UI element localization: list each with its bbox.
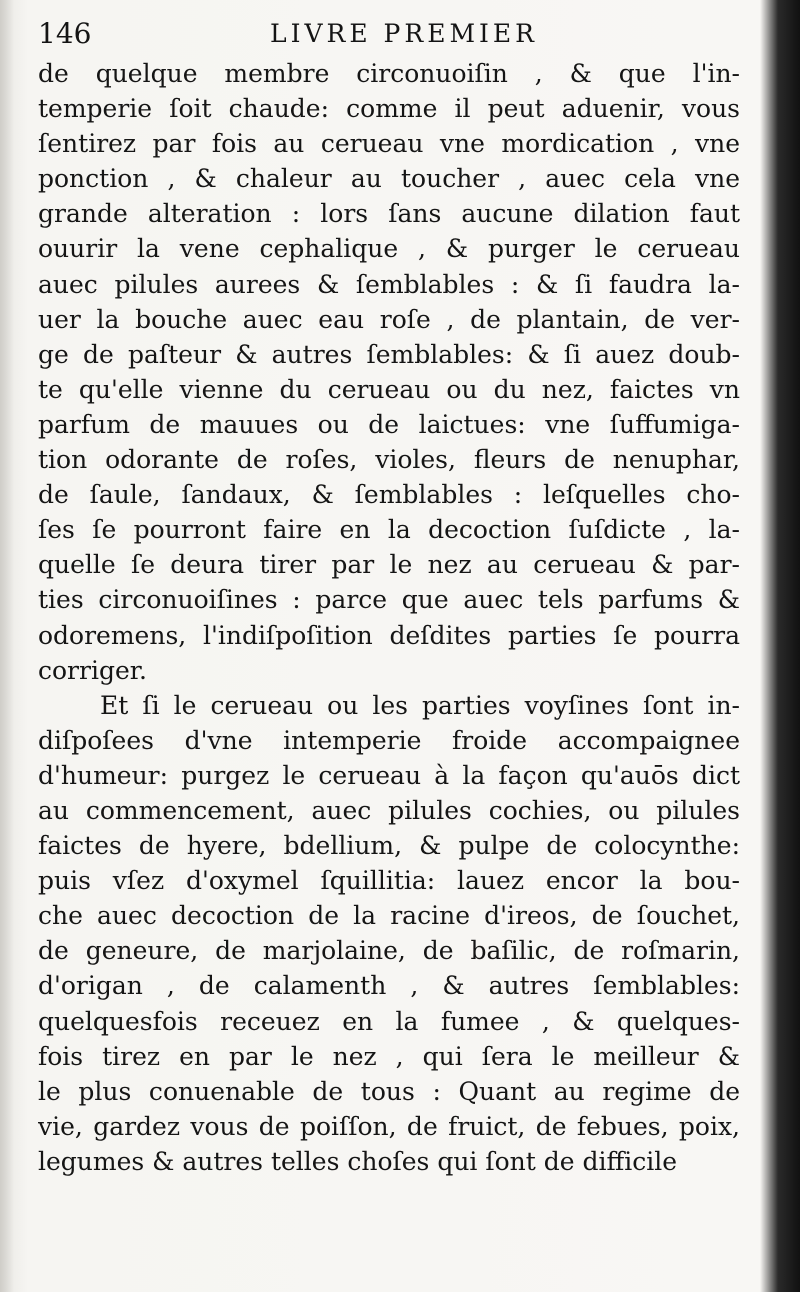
text-line: tion odorante de roſes, violes, fleurs de nenuphar,: [38, 445, 740, 475]
running-head: LIVRE PREMIER: [270, 19, 538, 48]
text-line: de quelque membre circonuoiſin , & que l'in-: [38, 59, 740, 88]
paragraph: [38, 56, 740, 688]
text-line: puis vſez d'oxymel ſquillitia: lauez encor la bou-: [38, 866, 740, 896]
text-line: uer la bouche auec eau roſe , de plantain, de ver-: [38, 304, 740, 334]
text-line: de ſaule, ſandaux, & ſemblables : leſquelles cho-: [38, 480, 740, 510]
text-line: odoremens, l'indiſpoſition deſdites parties ſe pourra: [38, 620, 740, 650]
text-line: vie, gardez vous de poiſſon, de fruict, de febues, poix,: [38, 1111, 740, 1141]
text-line: legumes & autres telles choſes qui ſont de difficile: [38, 1146, 678, 1176]
text-line: ſes ſe pourront faire en la decoction ſuſdicte , la-: [38, 515, 740, 545]
body-text: [38, 56, 740, 1179]
text-line: che auec decoction de la racine d'ireos, de ſouchet,: [38, 901, 740, 931]
text-line: d'origan , de calamenth , & autres ſemblables:: [38, 971, 740, 1001]
page-header: [38, 14, 738, 54]
text-line: ties circonuoiſines : parce que auec tels parfums &: [38, 585, 740, 615]
text-line: ſentirez par fois au cerueau vne mordication , vne: [38, 129, 740, 159]
text-line: faictes de hyere, bdellium, & pulpe de colocynthe:: [38, 831, 740, 861]
paragraph: [38, 688, 740, 1179]
text-line: temperie ſoit chaude: comme il peut aduenir, vous: [38, 94, 740, 124]
text-line: ouurir la vene cephalique , & purger le cerueau: [38, 234, 740, 264]
page-gutter-shadow: [0, 0, 14, 1292]
text-line: quelle ſe deura tirer par le nez au cerueau & par-: [38, 550, 740, 580]
text-line: d'humeur: purgez le cerueau à la façon qu'auōs dict: [38, 760, 740, 790]
text-line: corriger.: [38, 655, 147, 685]
text-line: auec pilules aurees & ſemblables : & ſi faudra la-: [38, 269, 740, 299]
text-line: quelquesfois receuez en la fumee , & quelques-: [38, 1006, 740, 1036]
text-line: ponction , & chaleur au toucher , auec cela vne: [38, 164, 740, 194]
text-line: ge de paſteur & autres ſemblables: & ſi auez doub-: [38, 339, 740, 369]
text-line: diſpoſees d'vne intemperie froide accompaignee: [38, 725, 740, 755]
text-line: au commencement, auec pilules cochies, ou pilules: [38, 795, 740, 825]
text-line: te qu'elle vienne du cerueau ou du nez, faictes vn: [38, 374, 740, 404]
text-line: fois tirez en par le nez , qui ſera le meilleur &: [38, 1041, 740, 1071]
text-line: le plus conuenable de tous : Quant au regime de: [38, 1076, 740, 1106]
page-number: 146: [38, 17, 92, 50]
text-line: Et ſi le cerueau ou les parties voyſines ſont in-: [100, 690, 740, 720]
text-line: de geneure, de marjolaine, de baſilic, de roſmarin,: [38, 936, 740, 966]
text-line: grande alteration : lors ſans aucune dilation faut: [38, 199, 740, 229]
text-line: parfum de mauues ou de laictues: vne ſuffumiga-: [38, 409, 740, 439]
